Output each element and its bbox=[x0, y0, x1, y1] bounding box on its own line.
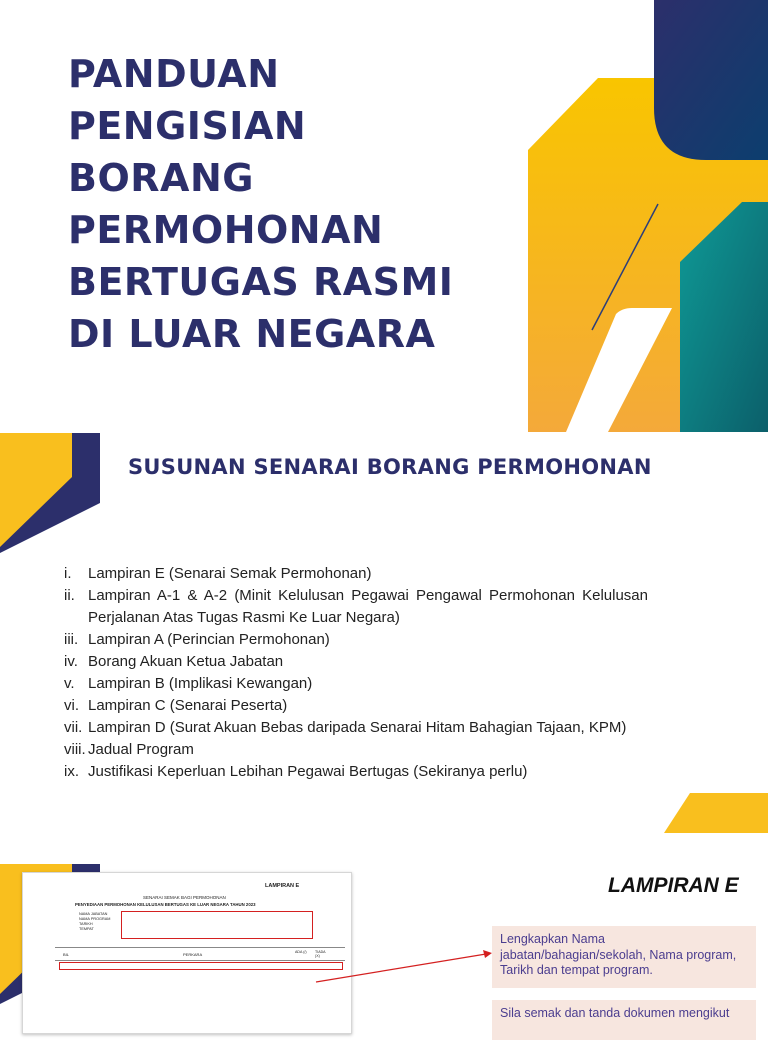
document-field-label: TEMPAT bbox=[79, 927, 94, 931]
document-corner-label: LAMPIRAN E bbox=[265, 883, 300, 889]
list-text: Borang Akuan Ketua Jabatan bbox=[88, 653, 284, 670]
document-subtitle: PENYEDIAAN PERMOHONAN KELULUSAN BERTUGAS KE LUAR NEGARA TAHUN 2023 bbox=[75, 902, 256, 907]
section-heading: SUSUNAN SENARAI BORANG PERMOHONAN bbox=[128, 455, 652, 479]
list-item bbox=[64, 717, 648, 739]
cover-title-line: BERTUGAS RASMI bbox=[68, 260, 454, 304]
annotation-note bbox=[492, 926, 756, 988]
lampiran-slide bbox=[0, 834, 768, 1024]
list-text: Lampiran C (Senarai Peserta) bbox=[88, 697, 288, 714]
table-header: BIL bbox=[63, 952, 70, 957]
list-text: Lampiran A-1 & A-2 (Minit Kelulusan Pegawai Pengawal Permohonan Kelulusan Perjalanan Atas Tugas Rasmi Ke Luar Negara) bbox=[88, 587, 648, 626]
list-number: viii. bbox=[64, 741, 86, 758]
cover-title-line: PERMOHONAN bbox=[68, 208, 384, 252]
list-text: Lampiran A (Perincian Permohonan) bbox=[88, 631, 330, 648]
list-item bbox=[64, 761, 648, 783]
list-text: Lampiran E (Senarai Semak Permohonan) bbox=[88, 565, 372, 582]
list-item bbox=[64, 739, 648, 761]
list-number: vii. bbox=[64, 719, 83, 736]
navy-shape bbox=[654, 0, 768, 160]
list-item bbox=[64, 585, 648, 629]
gold-bottom-shape bbox=[664, 793, 768, 833]
list-slide bbox=[0, 433, 768, 833]
cover-title-line: PANDUAN bbox=[68, 52, 280, 96]
list-text: Justifikasi Keperluan Lebihan Pegawai Bertugas (Sekiranya perlu) bbox=[88, 763, 528, 780]
lampiran-heading: LAMPIRAN E bbox=[608, 874, 739, 897]
table-header: PERKARA bbox=[183, 952, 203, 957]
cover-title-line: BORANG bbox=[68, 156, 254, 200]
list-text: Lampiran B (Implikasi Kewangan) bbox=[88, 675, 313, 692]
list-text: Jadual Program bbox=[88, 741, 194, 758]
document-field-label: NAMA JABATAN bbox=[79, 912, 108, 916]
annotation-note bbox=[492, 1000, 756, 1040]
list-number: i. bbox=[64, 565, 72, 582]
cover-title-line: PENGISIAN bbox=[68, 104, 307, 148]
list-number: v. bbox=[64, 675, 75, 692]
list-item bbox=[64, 673, 648, 695]
annotation-note-text: Lengkapkan Nama jabatan/bahagian/sekolah, Nama program, Tarikh dan tempat program. bbox=[500, 932, 737, 977]
annotation-note-text: Sila semak dan tanda dokumen mengikut bbox=[500, 1006, 730, 1020]
document-field-label: NAMA PROGRAM bbox=[79, 917, 111, 921]
list-item bbox=[64, 695, 648, 717]
list-item bbox=[64, 651, 648, 673]
list-number: ix. bbox=[64, 763, 79, 780]
list-number: ii. bbox=[64, 587, 75, 604]
document-title: SENARAI SEMAK BAGI PERMOHONAN bbox=[143, 895, 226, 900]
table-header: ADA (/) bbox=[295, 950, 307, 954]
list-item bbox=[64, 563, 648, 585]
list-number: vi. bbox=[64, 697, 79, 714]
document-list bbox=[64, 563, 648, 783]
list-number: iii. bbox=[64, 631, 79, 648]
table-header: TIADA (X) bbox=[315, 950, 326, 958]
list-item bbox=[64, 629, 648, 651]
list-text: Lampiran D (Surat Akuan Bebas daripada Senarai Hitam Bahagian Tajaan, KPM) bbox=[88, 719, 627, 736]
list-number: iv. bbox=[64, 653, 78, 670]
cover-title-line: DI LUAR NEGARA bbox=[68, 312, 436, 356]
document-field-label: TARIKH bbox=[79, 922, 93, 926]
cover-title bbox=[68, 48, 528, 360]
cover-slide bbox=[0, 0, 768, 432]
